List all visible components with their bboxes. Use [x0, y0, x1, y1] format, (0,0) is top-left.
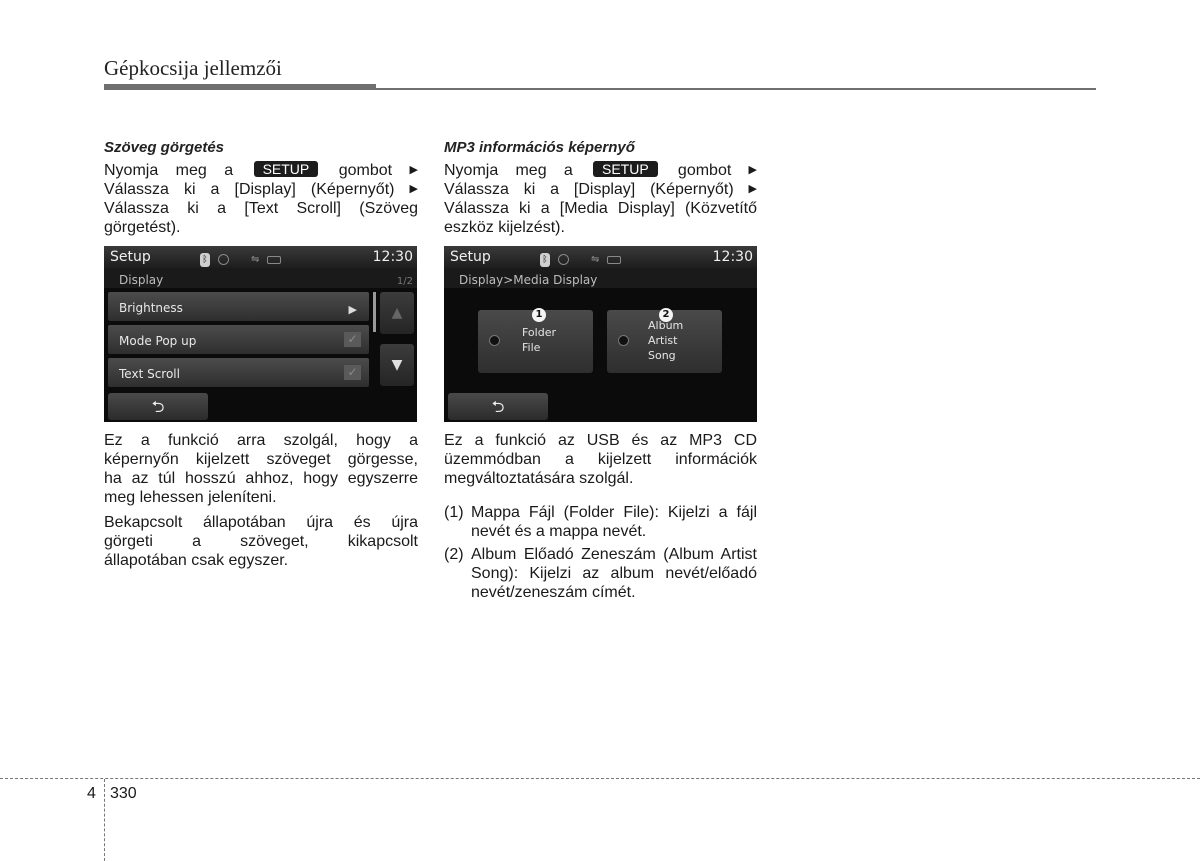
option-label	[648, 318, 683, 363]
text-line: megváltoztatására szolgál.	[444, 470, 634, 487]
text-line: görgeti a szöveget, kikapcsolt	[104, 533, 418, 550]
media-display-screen	[444, 246, 757, 422]
list-item	[444, 545, 757, 602]
callout-number-1: 1	[532, 308, 546, 322]
callout-number-2: 2	[659, 308, 673, 322]
scroll-down-button[interactable]	[380, 344, 414, 386]
right-column	[444, 138, 757, 602]
list-text: Album Előadó Zeneszám (Album Artist Song): Kijelzi az album nevét/előadó nevét/zeneszám címét.	[471, 546, 757, 601]
option-album-artist-song[interactable]	[607, 310, 722, 373]
text-line: Ez a funkció az USB és az MP3 CD	[444, 432, 757, 449]
back-arrow-icon: ⮌	[151, 397, 165, 416]
screen-status-bar	[444, 246, 757, 268]
arrow-right-icon: ▶	[409, 164, 418, 176]
option-label-line: File	[522, 341, 541, 354]
play-arrow-icon: ▶	[348, 303, 357, 316]
instruction-line-1	[444, 161, 757, 180]
instruction-line-3: Válassza ki a [Text Scroll] (Szöveg	[104, 200, 418, 217]
option-folder-file[interactable]	[478, 310, 593, 373]
screen-status-bar	[104, 246, 417, 268]
screen-clock: 12:30	[372, 249, 413, 265]
bluetooth-icon: ᛒ	[540, 253, 550, 267]
text-line: képernyőn kijelzett szöveget görgesse,	[104, 451, 418, 468]
instruction-line-2	[444, 180, 757, 199]
instruction-text: gombot	[677, 162, 732, 179]
back-button[interactable]	[108, 393, 208, 420]
left-column	[104, 138, 418, 570]
menu-row-brightness[interactable]	[108, 292, 369, 321]
text-line: Bekapcsolt állapotában újra és újra	[104, 514, 418, 531]
instruction-line-4: görgetést).	[104, 219, 181, 236]
back-arrow-icon: ⮌	[491, 397, 505, 416]
screen-title: Setup	[450, 249, 491, 265]
screen-subheader	[444, 268, 757, 288]
screen-subheader	[104, 268, 417, 288]
option-label-line: Album	[648, 319, 684, 332]
page-header-title: Gépkocsija jellemzői	[104, 56, 282, 80]
checkbox-icon[interactable]: ✓	[344, 365, 361, 380]
text-line: Ez a funkció arra szolgál, hogy a	[104, 432, 418, 449]
battery-icon	[267, 256, 281, 264]
screen-clock: 12:30	[712, 249, 753, 265]
status-icons	[540, 250, 621, 269]
menu-row-label: Text Scroll	[119, 367, 180, 381]
instruction-text: Nyomja meg a	[104, 162, 234, 179]
chapter-number: 4	[87, 785, 96, 802]
description-paragraph	[444, 431, 757, 488]
radio-indicator	[489, 335, 500, 346]
header-bar-thin	[376, 88, 1096, 90]
checkbox-icon[interactable]: ✓	[344, 332, 361, 347]
list-text: Mappa Fájl (Folder File): Kijelzi a fájl nevét és a mappa nevét.	[471, 504, 757, 540]
numbered-list	[444, 503, 757, 602]
menu-row-text-scroll[interactable]	[108, 358, 369, 387]
text-line: üzemmódban a kijelzett információk	[444, 451, 757, 468]
instruction-line-3: Válassza ki a [Media Display] (Közvetítő	[444, 200, 757, 217]
section-title-text-scroll: Szöveg görgetés	[104, 139, 225, 156]
setup-key-badge: SETUP	[254, 161, 319, 177]
list-number: (2)	[444, 546, 464, 563]
screen-breadcrumb: Display>Media Display	[459, 273, 598, 287]
radio-indicator	[618, 335, 629, 346]
back-button[interactable]	[448, 393, 548, 420]
usb-icon: ⇋	[591, 254, 600, 265]
menu-row-label: Brightness	[119, 301, 183, 315]
arrow-right-icon: ▶	[748, 183, 757, 195]
description-paragraph-2	[104, 513, 418, 570]
option-label-line: Artist	[648, 334, 678, 347]
page-number: 330	[110, 785, 137, 802]
header-bar-thick	[104, 84, 376, 90]
instruction-line-2	[104, 180, 418, 199]
footer-divider	[0, 778, 1200, 779]
instruction-text: Válassza ki a [Display] (Képernyőt)	[444, 181, 734, 198]
option-label-line: Folder	[522, 326, 556, 339]
arrow-right-icon: ▶	[748, 164, 758, 176]
screen-page-indicator: 1/2	[396, 276, 413, 287]
battery-icon	[607, 256, 621, 264]
bluetooth-icon: ᛒ	[200, 253, 210, 267]
scrollbar-thumb[interactable]	[373, 292, 376, 332]
instruction-text: Nyomja meg a	[444, 162, 573, 179]
menu-row-mode-popup[interactable]	[108, 325, 369, 354]
footer-vertical-divider	[104, 779, 105, 861]
instruction-line-4: eszköz kijelzést).	[444, 219, 565, 236]
option-label-line: Song	[648, 349, 676, 362]
disc-icon	[558, 254, 569, 265]
triangle-down-icon: ▼	[391, 357, 403, 373]
screen-subtitle: Display	[119, 273, 164, 287]
list-item	[444, 503, 757, 541]
scroll-up-button[interactable]	[380, 292, 414, 334]
triangle-up-icon: ▲	[391, 305, 403, 321]
menu-row-label: Mode Pop up	[119, 334, 197, 348]
description-paragraph-1	[104, 431, 418, 507]
text-line: állapotában csak egyszer.	[104, 552, 289, 569]
disc-icon	[218, 254, 229, 265]
status-icons	[200, 250, 281, 269]
text-line: ha az túl hosszú ahhoz, hogy egyszerre	[104, 470, 418, 487]
usb-icon: ⇋	[251, 254, 260, 265]
setup-key-badge: SETUP	[593, 161, 658, 177]
instruction-text: Válassza ki a [Display] (Képernyőt)	[104, 181, 395, 198]
instruction-text: gombot	[338, 162, 393, 179]
arrow-right-icon: ▶	[409, 183, 418, 195]
setup-display-screen	[104, 246, 417, 422]
text-line: meg lehessen jeleníteni.	[104, 489, 277, 506]
instruction-line-1	[104, 161, 418, 180]
list-number: (1)	[444, 504, 464, 521]
screen-title: Setup	[110, 249, 151, 265]
option-label	[522, 325, 556, 355]
section-title-mp3-info: MP3 információs képernyő	[444, 139, 635, 156]
